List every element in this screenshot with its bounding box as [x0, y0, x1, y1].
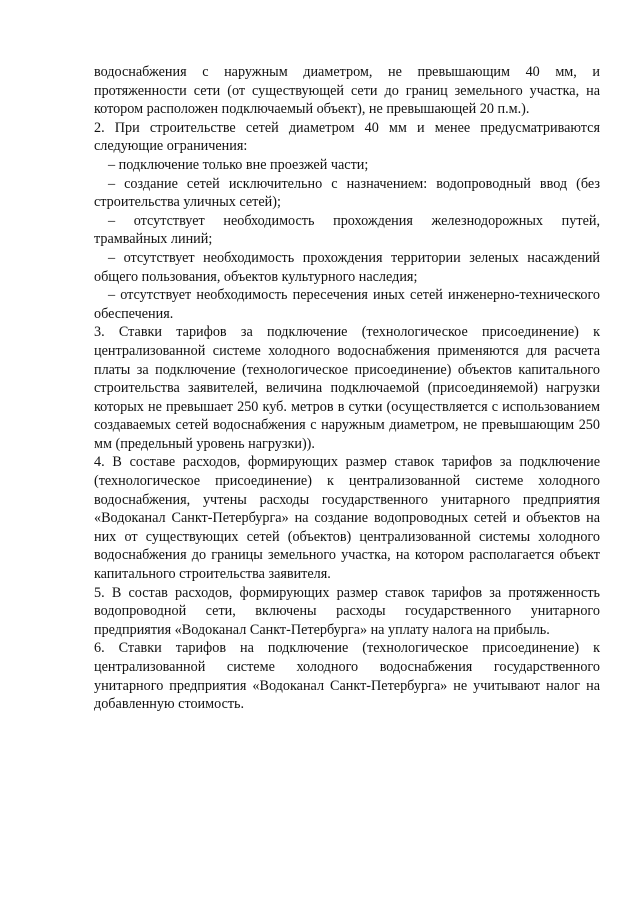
- paragraph-4: 4. В составе расходов, формирующих размер ставок тарифов за подключение (технологическое присоединение) к централизованной системе холодного водоснабжения, учтены расходы государственного унитарного предприятия «Водоканал Санкт-Петербурга» на создание водопроводных сетей и объектов на них от существующих сетей (объектов) централизованной системы холодного водоснабжения до границы земельного участка, на котором располагается объект капитального строительства заявителя.: [94, 454, 600, 583]
- paragraph-6: 6. Ставки тарифов на подключение (технологическое присоединение) к централизованной системе холодного водоснабжения государственного унитарного предприятия «Водоканал Санкт-Петербурга» не учитывают налог на добавленную стоимость.: [94, 640, 600, 713]
- list-item-restriction: – подключение только вне проезжей части;: [108, 156, 369, 173]
- paragraph-2: 2. При строительстве сетей диаметром 40 мм и менее предусматриваются следующие ограничения:: [94, 119, 600, 155]
- paragraph-5: 5. В состав расходов, формирующих размер ставок тарифов за протяженность водопроводной сети, включены расходы государственного унитарного предприятия «Водоканал Санкт-Петербурга» на уплату налога на прибыль.: [94, 584, 600, 638]
- list-item-restriction: – отсутствует необходимость прохождения железнодорожных путей, трамвайных линий;: [94, 212, 600, 248]
- document-page: [94, 63, 600, 714]
- list-item-restriction: – отсутствует необходимость пересечения иных сетей инженерно-технического обеспечения.: [94, 287, 600, 322]
- paragraph-3: 3. Ставки тарифов за подключение (технологическое присоединение) к централизованной системе холодного водоснабжения применяются для расчета платы за подключение (технологическое присоединение) объектов капитального строительства заявителей, величина подключаемой (присоединяемой) нагрузки которых не превышает 250 куб. метров в сутки (осуществляется с использованием создаваемых сетей водоснабжения с наружным диаметром, не превышающим 250 мм (предельный уровень нагрузки)).: [94, 324, 600, 452]
- list-item-restriction: – создание сетей исключительно с назначением: водопроводный ввод (без строительства уличных сетей);: [94, 175, 600, 211]
- list-item-restriction: – отсутствует необходимость прохождения территории зеленых насаждений общего пользования, объектов культурного наследия;: [94, 249, 600, 285]
- paragraph-continuation: водоснабжения с наружным диаметром, не превышающим 40 мм, и протяженности сети (от существующей сети до границ земельного участка, на котором расположен подключаемый объект), не превышающей 20 п.м.).: [94, 64, 600, 118]
